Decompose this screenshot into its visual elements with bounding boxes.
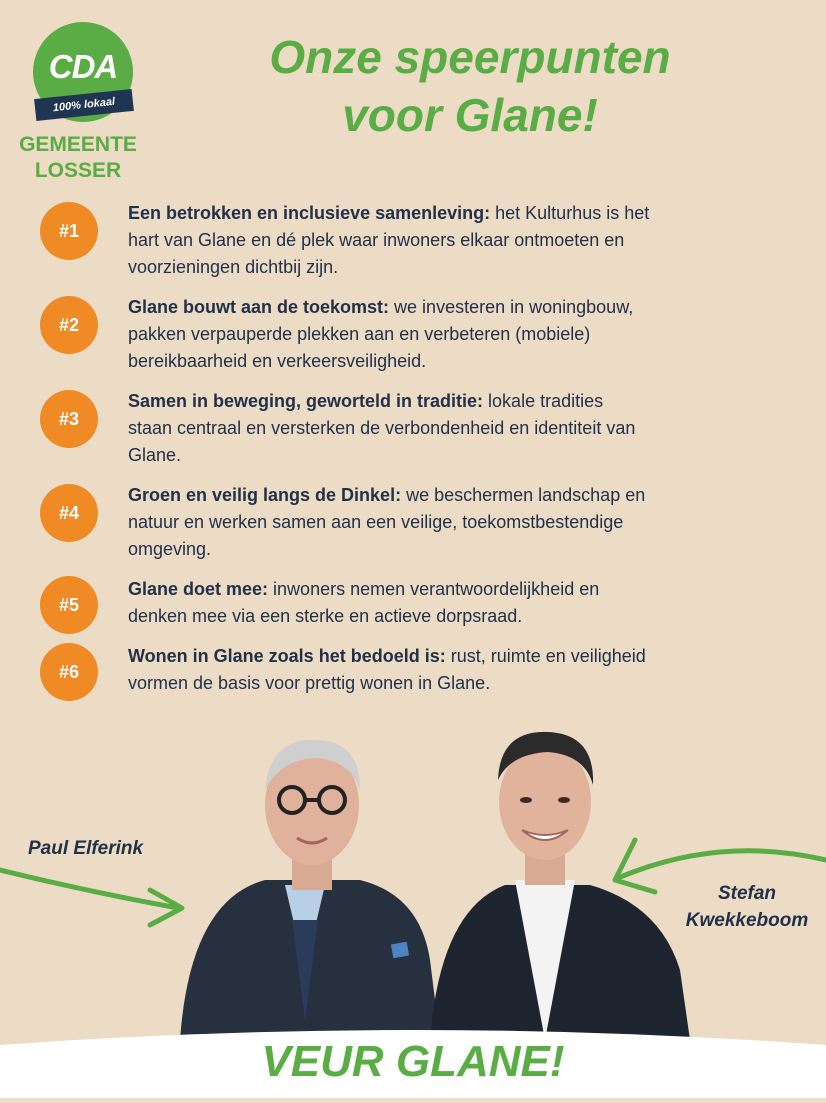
municipality-line-1: GEMEENTE [19,133,137,156]
priority-heading: Groen en veilig langs de Dinkel: [128,485,407,505]
cda-logo [8,22,148,187]
priority-heading: Een betrokken en inclusieve samenleving: [128,203,496,223]
priority-body-line: inwoners nemen verantwoordelijkheid en [273,579,600,599]
title-line-2: voor Glane! [342,89,598,141]
priority-body-line: voorzieningen dichtbij zijn. [128,257,339,277]
footer-slogan: VEUR GLANE! [261,1037,565,1086]
priority-body-line: lokale tradities [488,391,604,411]
number-badge: #6 [40,643,98,701]
logo-brand: CDA [48,48,118,85]
priority-body-line: staan centraal en versterken de verbondenheid en identiteit van [128,418,636,438]
number-badge: #1 [40,202,98,260]
priority-heading: Glane doet mee: [128,579,274,599]
priority-heading: Glane bouwt aan de toekomst: [128,297,395,317]
priority-body-line: Glane. [128,445,182,465]
priority-body-line: denken mee via een sterke en actieve dorpsraad. [128,606,523,626]
priority-body-line: we beschermen landschap en [406,485,646,505]
priority-body-line: omgeving. [128,539,212,559]
priority-text [128,294,808,375]
logo-tagline: 100% lokaal [34,89,134,121]
arrow-right [618,851,826,878]
priority-body-line: rust, ruimte en veiligheid [450,646,646,666]
title-line-1: Onze speerpunten [269,31,671,83]
priority-body-line: vormen de basis voor prettig wonen in Glane. [128,673,491,693]
municipality-line-2: LOSSER [34,159,122,182]
number-badge: #5 [40,576,98,634]
priority-text [128,388,808,469]
priority-body-line: het Kulturhus is het [495,203,650,223]
priority-body-line: we investeren in woningbouw, [394,297,634,317]
candidate-name-right-line-1: Stefan [717,883,777,904]
priority-heading: Wonen in Glane zoals het bedoeld is: [128,646,451,666]
candidate-right-figure [430,732,690,1040]
priority-body-line: natuur en werken samen aan een veilige, toekomstbestendige [128,512,624,532]
priority-text [128,576,808,630]
priority-heading: Samen in beweging, geworteld in traditie: [128,391,489,411]
number-badge: #2 [40,296,98,354]
priority-body-line: hart van Glane en dé plek waar inwoners elkaar ontmoeten en [128,230,625,250]
priority-text [128,643,808,697]
candidate-name-right [672,880,822,934]
priority-body-line: bereikbaarheid en verkeersveiligheid. [128,351,427,371]
priority-body-line: pakken verpauperde plekken aan en verbeteren (mobiele) [128,324,591,344]
number-badge: #4 [40,484,98,542]
candidate-left-figure [180,740,440,1040]
page-title [170,28,770,144]
candidate-name-right-line-2: Kwekkeboom [685,910,809,931]
municipality-name [8,132,148,184]
candidate-name-left: Paul Elferink [28,838,144,859]
priority-text [128,482,808,563]
priority-text [128,200,808,281]
number-badge: #3 [40,390,98,448]
